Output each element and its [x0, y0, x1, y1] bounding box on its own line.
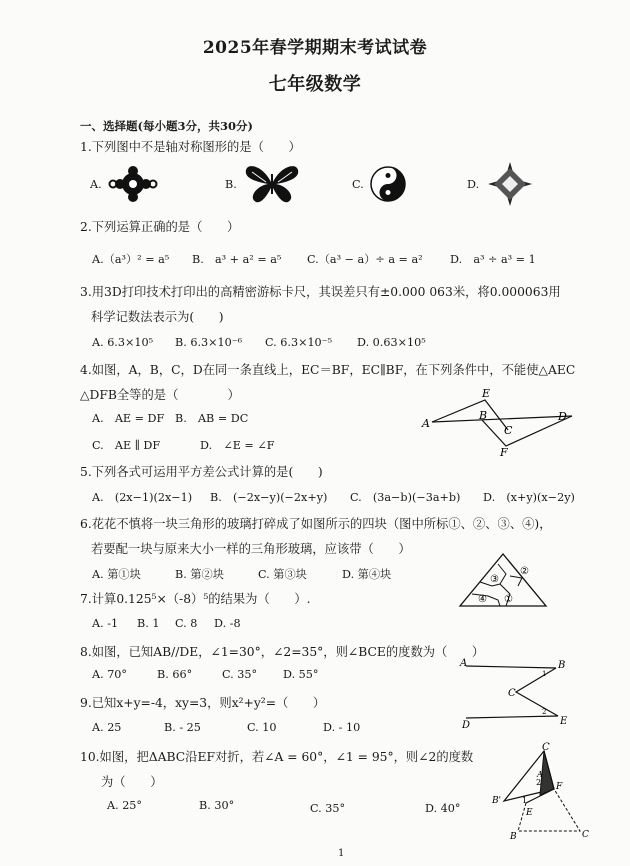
q4-option-d: D. ∠E = ∠F: [200, 439, 275, 452]
q6-stem-line2: 若要配一块与原来大小一样的三角形玻璃，应该带（ ）: [91, 542, 411, 556]
q8-option-d: D. 55°: [283, 668, 319, 681]
q8-option-c: C. 35°: [222, 668, 258, 681]
q7-option-a: A. -1: [92, 617, 119, 630]
q6-label-3: ③: [490, 574, 499, 585]
q8-label-d: D: [462, 720, 471, 731]
q4-label-f: F: [500, 446, 508, 459]
q8-label-1: 1: [542, 670, 547, 678]
q4-option-a: A. AE = DF: [92, 412, 165, 425]
q4-stem-line1: 4.如图，A，B，C，D在同一条直线上，EC＝BF，EC∥BF，在下列条件中，不能使△AEC: [80, 363, 576, 377]
q7-option-d: D. -8: [214, 617, 241, 630]
q4-figure: [420, 386, 580, 459]
q10-label-e: E: [526, 808, 533, 818]
q6-label-1: ①: [504, 594, 513, 605]
q1-option-b: B.: [225, 178, 237, 191]
q1-option-a: A.: [90, 178, 102, 191]
q10-label-b: B: [510, 832, 517, 842]
q10-label-a: A: [537, 770, 543, 779]
q8-stem: 8.如图，已知AB//DE，∠1=30°，∠2=35°，则∠BCE的度数为（ ）: [80, 645, 485, 659]
q2-option-a: A.（a³）² = a⁵: [92, 253, 170, 266]
q8-label-e: E: [560, 716, 568, 727]
q5-stem: 5.下列各式可运用平方差公式计算的是( ): [80, 465, 323, 479]
q10-label-c2: C: [582, 830, 589, 840]
exam-subtitle: 七年级数学: [268, 74, 362, 95]
q6-label-2: ②: [520, 566, 529, 577]
q8-label-2: 2: [542, 708, 547, 716]
q8-label-b: B: [558, 660, 566, 671]
q4-option-c: C. AE ∥ DF: [92, 439, 161, 452]
q8-label-a: A: [460, 658, 468, 669]
q6-option-c: C. 第③块: [258, 568, 307, 581]
q1-option-c: C.: [352, 178, 364, 191]
q8-figure: [458, 658, 570, 731]
q9-stem: 9.已知x+y=-4，xy=3，则x²+y²=（ ）: [80, 696, 326, 710]
q6-figure: [458, 552, 548, 608]
q10-stem-line2: 为（ ）: [101, 775, 163, 789]
chinese-knot-icon: [108, 162, 158, 206]
yin-yang-icon: [369, 165, 407, 203]
q10-figure: [490, 742, 595, 842]
q5-option-b: B. (−2x−y)(−2x+y): [210, 491, 328, 504]
q9-option-b: B. - 25: [164, 721, 201, 734]
star-compass-icon: [488, 162, 532, 206]
q2-option-b: B. a³ + a² = a⁵: [192, 253, 282, 266]
q6-option-d: D. 第④块: [342, 568, 392, 581]
q9-option-a: A. 25: [92, 721, 122, 734]
q6-stem-line1: 6.花花不慎将一块三角形的玻璃打碎成了如图所示的四块（图中所标①、②、③、④)，: [80, 517, 552, 531]
q8-label-c: C: [508, 688, 516, 699]
q5-option-c: C. (3a−b)(−3a+b): [350, 491, 461, 504]
q4-label-d: D: [558, 410, 567, 423]
q3-option-b: B. 6.3×10⁻⁶: [175, 336, 243, 349]
q10-label-c: C: [542, 742, 550, 753]
q10-option-c: C. 35°: [310, 802, 346, 815]
q10-label-1: 1: [522, 796, 528, 805]
q2-option-d: D. a³ ÷ a³ = 1: [450, 253, 536, 266]
q5-option-d: D. (x+y)(x−2y): [483, 491, 575, 504]
q10-label-b-prime: B': [492, 796, 502, 806]
q3-stem-line2: 科学记数法表示为( ): [91, 310, 224, 324]
q6-label-4: ④: [478, 594, 487, 605]
q10-stem-line1: 10.如图，把ΔABC沿EF对折，若∠A = 60°，∠1 = 95°，则∠2的度数: [80, 750, 474, 764]
q3-option-c: C. 6.3×10⁻⁵: [265, 336, 333, 349]
q7-stem: 7.计算0.125⁵×（-8）⁵的结果为（ ）.: [80, 592, 311, 606]
q4-label-e: E: [482, 387, 491, 400]
q4-label-c: C: [504, 424, 513, 437]
q10-label-2: 2: [536, 778, 542, 787]
q4-label-a: A: [422, 417, 430, 430]
q6-option-a: A. 第①块: [92, 568, 141, 581]
q2-option-c: C.（a³ − a）÷ a = a²: [307, 253, 423, 266]
q3-option-a: A. 6.3×10⁵: [92, 336, 154, 349]
q1-stem: 1.下列图中不是轴对称图形的是（ ）: [80, 140, 301, 154]
q8-option-a: A. 70°: [92, 668, 128, 681]
q7-option-b: B. 1: [137, 617, 160, 630]
q1-option-d: D.: [467, 178, 480, 191]
q9-option-d: D. - 10: [323, 721, 361, 734]
q3-option-d: D. 0.63×10⁵: [357, 336, 426, 349]
q5-option-a: A. (2x−1)(2x−1): [92, 491, 193, 504]
butterfly-icon: [244, 164, 300, 204]
q8-option-b: B. 66°: [157, 668, 193, 681]
q10-label-f: F: [556, 782, 563, 792]
page-number: 1: [338, 848, 345, 859]
exam-title: 2025年春学期期末考试试卷: [202, 38, 428, 58]
q6-option-b: B. 第②块: [175, 568, 224, 581]
q4-stem-line2: △DFB全等的是（ ）: [80, 388, 240, 402]
q10-option-b: B. 30°: [199, 799, 235, 812]
section-heading: 一、选择题(每小题3分，共30分): [80, 119, 253, 133]
q9-option-c: C. 10: [247, 721, 277, 734]
q7-option-c: C. 8: [175, 617, 198, 630]
q10-option-a: A. 25°: [107, 799, 143, 812]
q2-stem: 2.下列运算正确的是（ ）: [80, 220, 240, 234]
q4-option-b: B. AB = DC: [175, 412, 249, 425]
q10-option-d: D. 40°: [425, 802, 461, 815]
q3-stem-line1: 3.用3D打印技术打印出的高精密游标卡尺，其误差只有±0.000 063米，将0.000063用: [80, 285, 561, 299]
q4-label-b: B: [479, 409, 488, 422]
